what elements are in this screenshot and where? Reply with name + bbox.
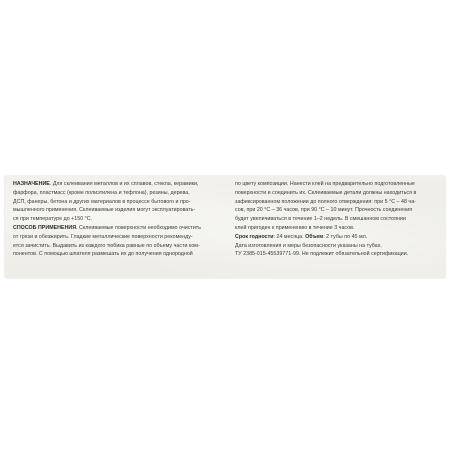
text-line: поверхности и соединить их. Склеиваемые детали должны находиться в: [235, 189, 417, 196]
text-line: мышленного применения. Склеиваемые изделия могут эксплуатировать-: [13, 207, 196, 214]
right-text-column: [235, 180, 440, 259]
text-line: ДСП, фанеры, бетона и других материалов в процессе бытового и про-: [13, 198, 191, 205]
text-line: НАЗНАЧЕНИЕ. Для склеивания металлов и их сплавов, стекла, керамики,: [13, 181, 199, 187]
text-line: ся при температуре до +150 °С.: [13, 216, 93, 223]
left-text-column: [13, 180, 223, 259]
text-line: понентов. С помощью шпателя размешать их до получения однородной: [13, 251, 193, 258]
text-line: Срок годности: 24 месяца. Объем: 2 тубы по 45 мл.: [235, 233, 368, 240]
text-line: будет увеличиваться в течение 1–2 недель. В смешанном состоянии: [235, 216, 406, 223]
text-line: Дата изготовления и меры безопасности указаны на тубах.: [235, 242, 382, 249]
volume-heading: Объем: [305, 233, 324, 240]
text-line: ТУ 2385-015-45539771-99. Не подлежит обязательной сертификации.: [235, 251, 409, 258]
shelf-life-heading: Срок годности: [235, 233, 274, 240]
instruction-label: [5, 176, 445, 278]
section-heading: СПОСОБ ПРИМЕНЕНИЯ: [13, 224, 77, 231]
text-line: по цвету композиции. Нанести клей на предварительно подготовленные: [235, 181, 415, 187]
section-heading: НАЗНАЧЕНИЕ: [13, 181, 50, 187]
text-line: от грязи и обезжирить. Гладкие металлические поверхности рекоменду-: [13, 233, 193, 240]
text-line: клей пригоден к применению в течение 3 часов.: [235, 224, 355, 231]
text-line: фарфора, пластмасс (кроме полиэтилена и тефлона), резины, дерева,: [13, 189, 190, 196]
text-line: СПОСОБ ПРИМЕНЕНИЯ. Склеиваемые поверхности необходимо очистить: [13, 224, 202, 231]
text-line: сов, при 20 °С – 36 часов, при 90 °С – 10 минут. Прочность соединения: [235, 207, 413, 214]
text-line: зафиксированном положении до полного отверждения: при 5 °С – 48 ча-: [235, 198, 416, 205]
text-line: ется зачистить. Выдавить из каждого тюбика равные по объему части ком-: [13, 242, 200, 249]
